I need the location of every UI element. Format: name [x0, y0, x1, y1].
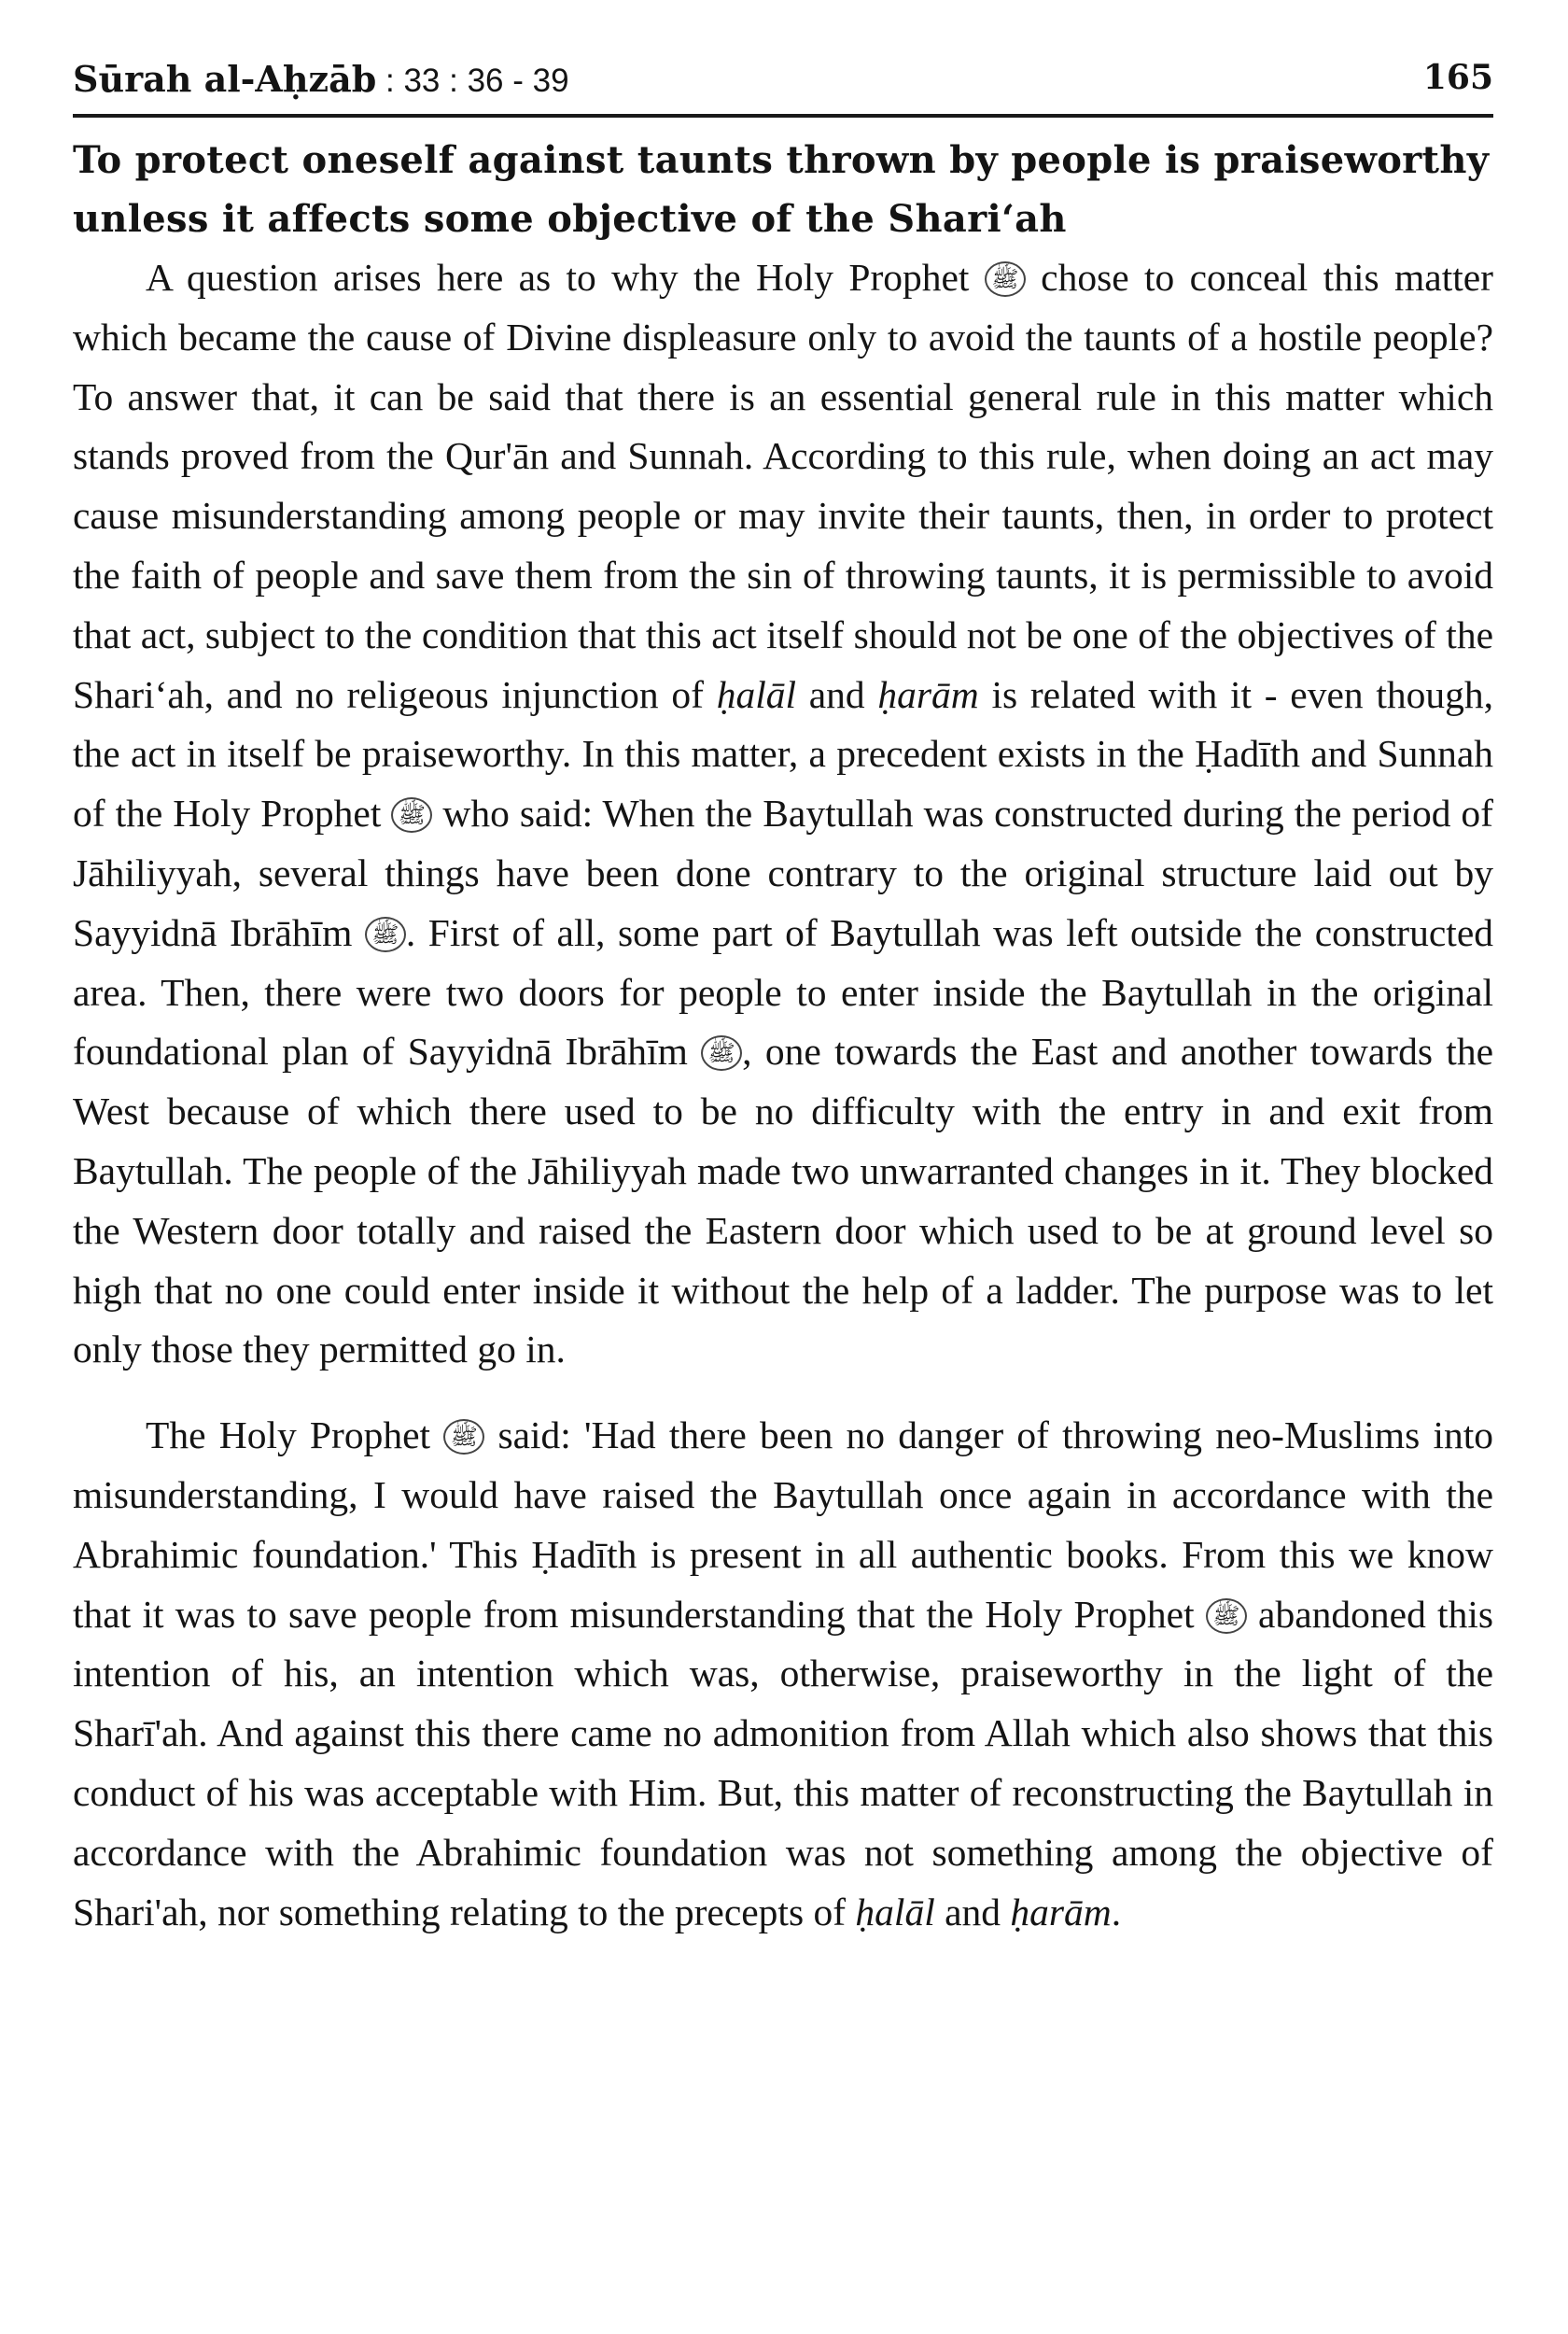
paragraph-1-text: and	[796, 672, 878, 716]
page-number: 165	[1422, 58, 1493, 97]
paragraph-2-text: and	[934, 1890, 1011, 1933]
surah-name: Sūrah al-Aḥzāb	[73, 58, 377, 100]
paragraph-1	[73, 248, 1493, 1380]
paragraph-1-text: . First of all, some part of Baytullah was left outside the constructed area. Then, there were two doors for people to enter inside the Baytullah in the original foundational plan of Sayyidnā Ibrāhīm	[73, 910, 1493, 1074]
running-header-title	[73, 58, 569, 100]
salutation-symbol: ﷺ	[443, 1419, 484, 1455]
salutation-symbol: ﷺ	[1206, 1598, 1247, 1634]
paragraph-2-text: .	[1111, 1890, 1122, 1933]
salutation-symbol: ﷺ	[985, 261, 1026, 297]
term-haram: ḥarām	[877, 672, 979, 716]
verse-reference: : 33 : 36 - 39	[376, 63, 569, 99]
paragraph-1-text: who said: When the Baytullah was constructed during the period of Jāhiliyyah, several things have been done contrary to the original structure laid out by Sayyidnā Ibrāhīm	[73, 792, 1494, 954]
paragraph-1-text: A question arises here as to why the Holy Prophet	[146, 256, 985, 299]
paragraph-2-text: said: 'Had there been no danger of throwing neo-Muslims into misunderstanding, I would have raised the Baytullah once again in accordance with the Abrahimic foundation.' This Ḥadīth is present in all authentic books. From this we know that it was to save people from misunderstanding that the Holy Prophet	[73, 1413, 1493, 1636]
paragraph-2	[73, 1406, 1493, 1942]
paragraph-2-text: The Holy Prophet	[146, 1413, 444, 1457]
book-page	[73, 47, 1493, 1942]
paragraph-1-text: , one towards the East and another towards the West because of which there used to be no difficulty with the entry in and exit from Baytullah. The people of the Jāhiliyyah made two unwarranted changes in it. They blocked the Western door totally and raised the Eastern door which used to be at ground level so high that no one could enter inside it without the help of a ladder. The purpose was to let only those they permitted go in.	[73, 1030, 1493, 1371]
section-heading: To protect oneself against taunts thrown by people is praiseworthy unless it affects some objective of the Shari‘ah	[73, 138, 1490, 241]
running-header	[73, 47, 1493, 112]
header-rule	[73, 114, 1493, 118]
term-halal: ḥalāl	[716, 672, 796, 716]
paragraph-2-text: abandoned this intention of his, an intention which was, otherwise, praiseworthy in the light of the Sharī'ah. And against this there came no admonition from Allah which also shows that this conduct of his was acceptable with Him. But, this matter of reconstructing the Baytullah in accordance with the Abrahimic foundation was not something among the objective of Shari'ah, nor something relating to the precepts of	[73, 1592, 1493, 1933]
paragraph-1-text: is related with it - even though, the act in itself be praiseworthy. In this matter, a precedent exists in the Ḥadīth and Sunnah of the Holy Prophet	[73, 672, 1493, 836]
term-haram: ḥarām	[1010, 1890, 1112, 1933]
paragraph-1-text: chose to conceal this matter which became the cause of Divine displeasure only to avoid the taunts of a hostile people? To answer that, it can be said that there is an essential general rule in this matter which stands proved from the Qur'ān and Sunnah. According to this rule, when doing an act may cause misunderstanding among people or may invite their taunts, then, in order to protect the faith of people and save them from the sin of throwing taunts, it is permissible to avoid that act, subject to the condition that this act itself should not be one of the objectives of the Shari‘ah, and no religeous injunction of	[73, 256, 1493, 716]
salutation-symbol: ﷺ	[701, 1035, 742, 1071]
salutation-symbol: ﷺ	[365, 917, 406, 952]
term-halal: ḥalāl	[855, 1890, 935, 1933]
salutation-symbol: ﷺ	[391, 797, 432, 833]
